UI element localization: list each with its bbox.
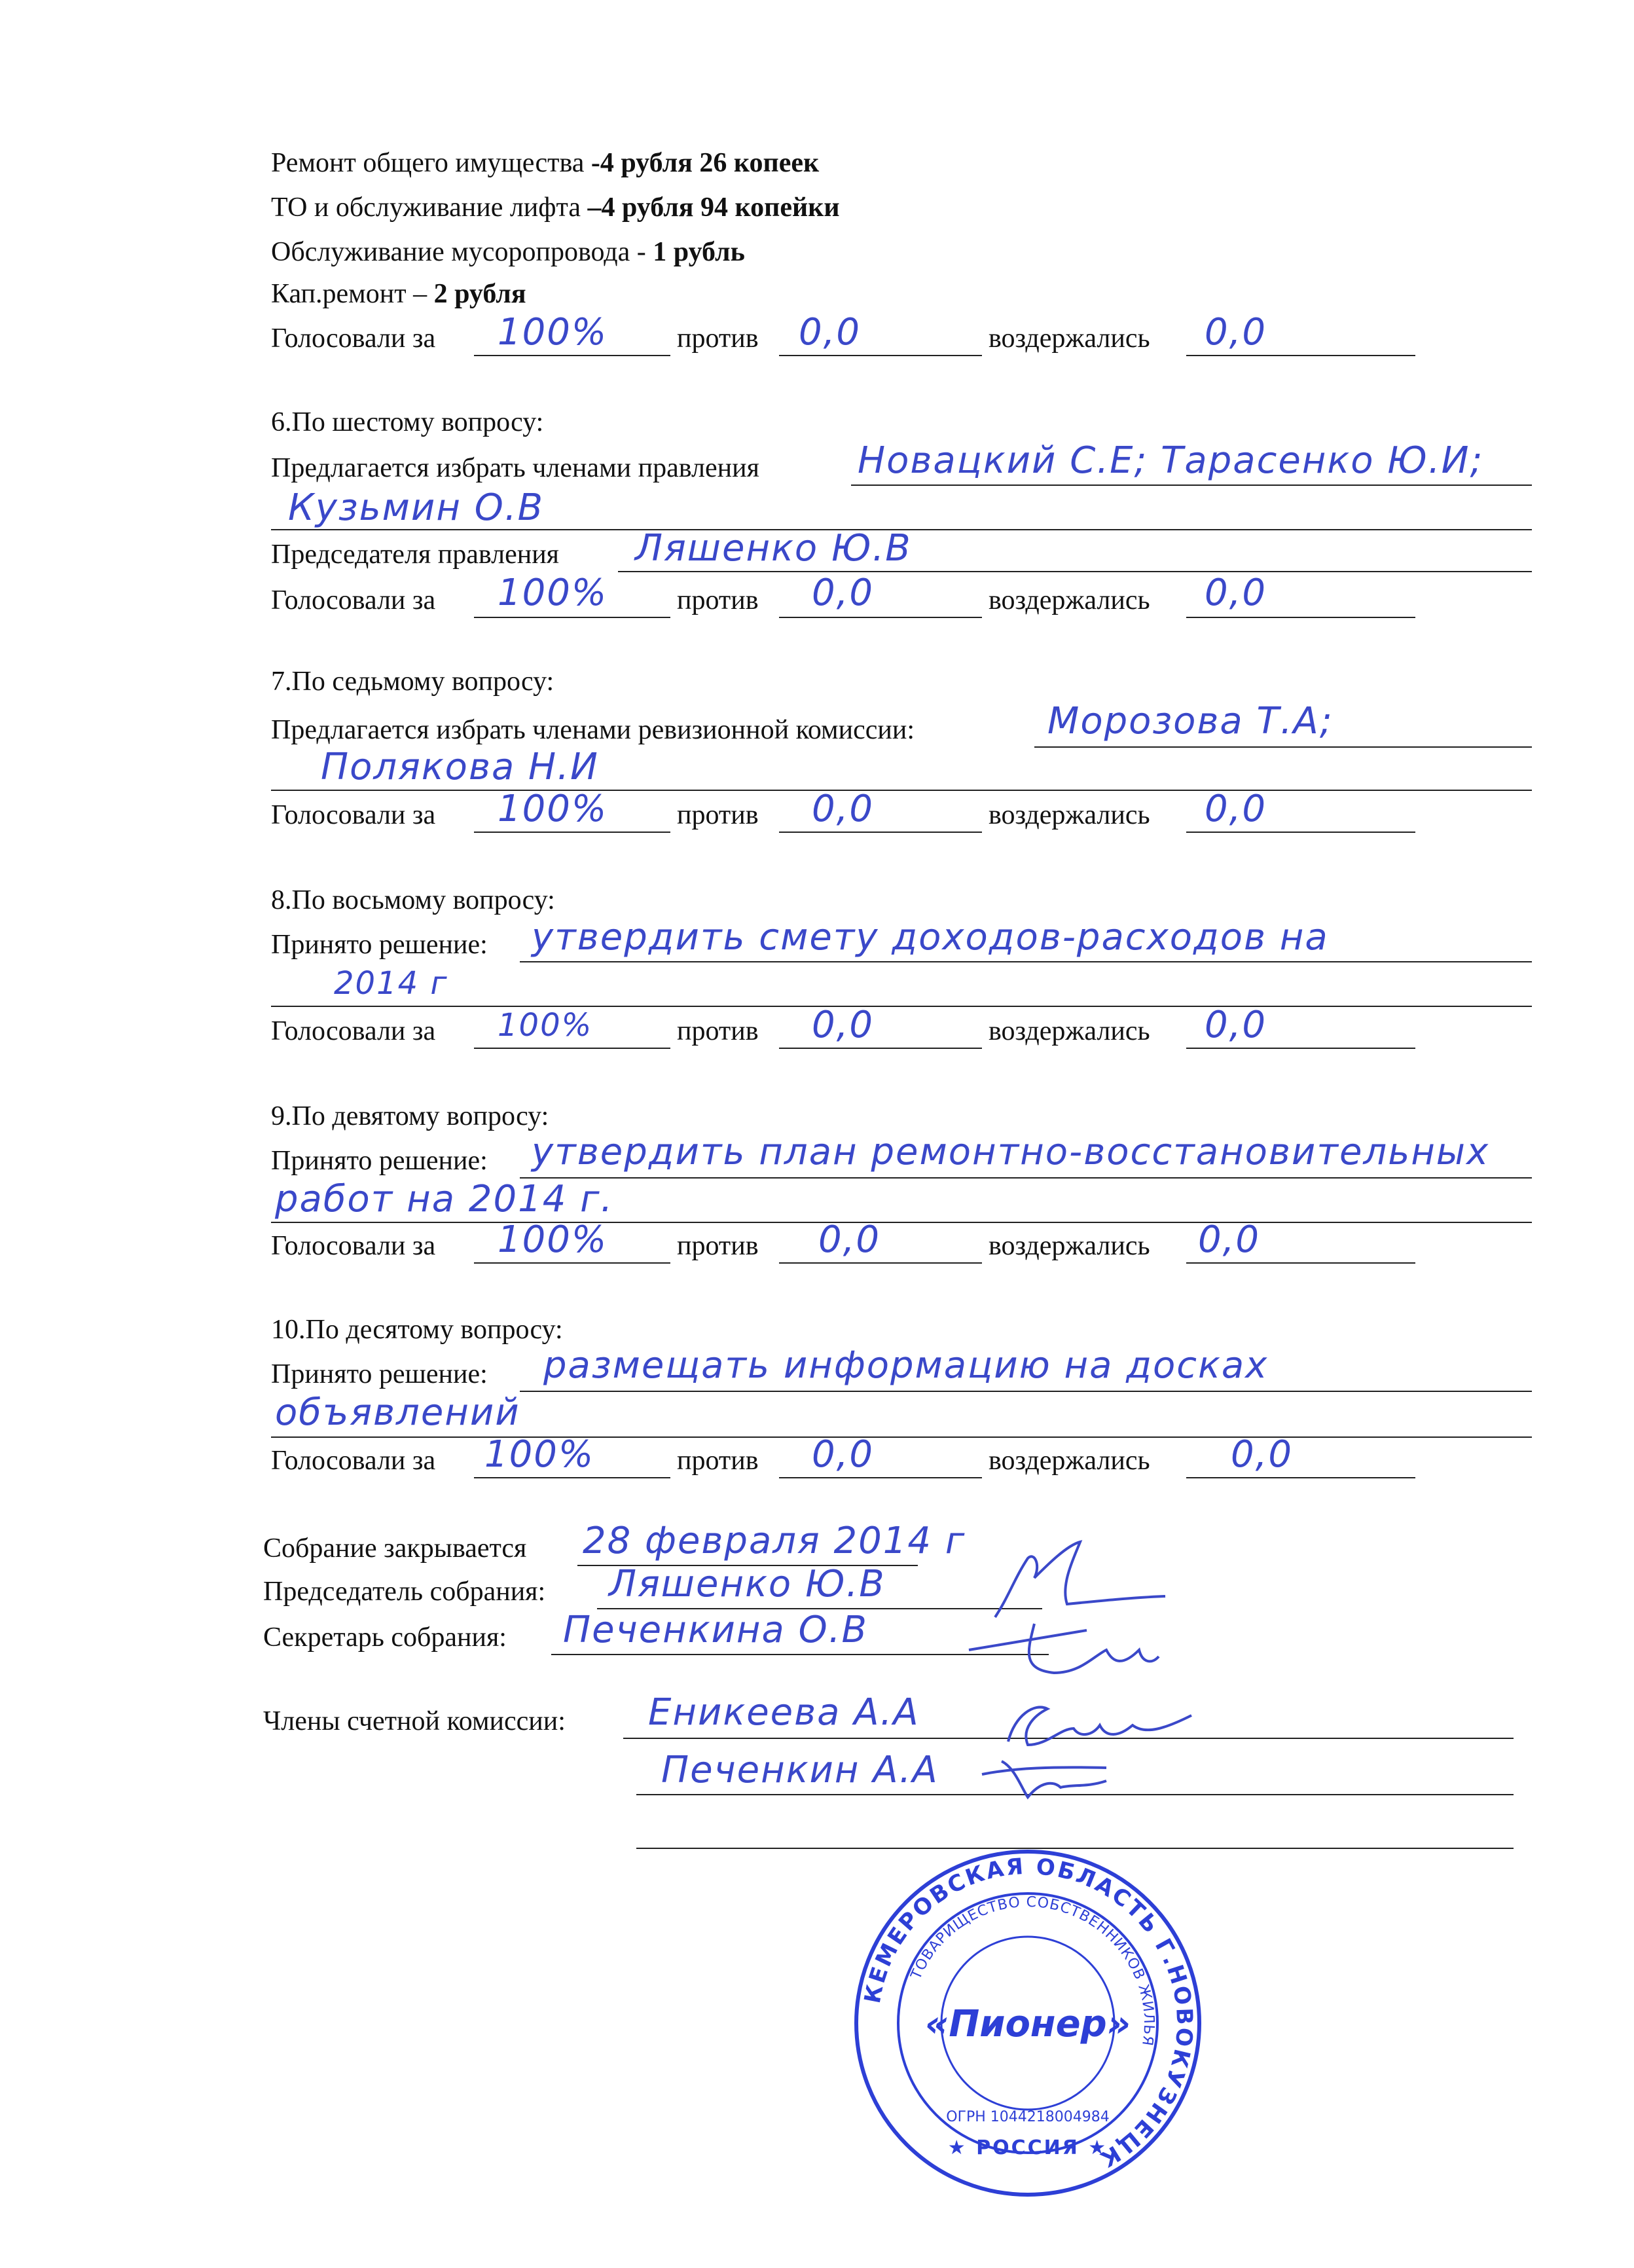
tariff-capital-repair: Кап.ремонт – 2 рубля	[271, 279, 526, 309]
vote-against-value: 0,0	[812, 1004, 875, 1046]
vote-abstained-label: воздержались	[989, 1231, 1150, 1261]
q6-members-line1: Новацкий С.Е; Тарасенко Ю.И;	[858, 439, 1484, 482]
counting-commission-label: Члены счетной комиссии:	[263, 1706, 566, 1736]
counting-member-1: Еникеева А.А	[648, 1691, 920, 1734]
meeting-chair-value: Ляшенко Ю.В	[609, 1563, 886, 1605]
q6-chair-value: Ляшенко Ю.В	[635, 527, 912, 570]
vote-against-label: против	[677, 800, 759, 830]
secretary-signature	[956, 1611, 1165, 1683]
vote-against-label: против	[677, 323, 759, 354]
tariff-elevator: ТО и обслуживание лифта –4 рубля 94 копейки	[271, 192, 840, 223]
vote-against-value: 0,0	[818, 1218, 881, 1261]
q7-heading: 7.По седьмому вопросу:	[271, 667, 554, 697]
q6-members-label: Предлагается избрать членами правления	[271, 453, 759, 483]
vote-against-label: против	[677, 1446, 759, 1476]
q8-heading: 8.По восьмому вопросу:	[271, 885, 555, 915]
vote-abstained-value: 0,0	[1205, 788, 1267, 830]
vote-against-value: 0,0	[812, 788, 875, 830]
counter-signature-2	[975, 1748, 1133, 1807]
q7-label: Предлагается избрать членами ревизионной комиссии:	[271, 715, 915, 745]
tariff-chute: Обслуживание мусоропровода - 1 рубль	[271, 237, 745, 267]
q9-line1: утвердить план ремонтно-восстановительных	[532, 1131, 1490, 1173]
q9-line2: работ на 2014 г.	[275, 1178, 614, 1220]
closing-date-value: 28 февраля 2014 г	[583, 1520, 966, 1562]
vote-for-label: Голосовали за	[271, 1446, 436, 1476]
vote-for-label: Голосовали за	[271, 585, 436, 615]
vote-for-value: 100%	[498, 1007, 593, 1044]
vote-abstained-value: 0,0	[1205, 572, 1267, 614]
vote-against-value: 0,0	[812, 1433, 875, 1476]
vote-for-value: 100%	[498, 311, 608, 354]
vote-abstained-value: 0,0	[1205, 311, 1267, 354]
vote-against-label: против	[677, 585, 759, 615]
vote-for-value: 100%	[498, 788, 608, 830]
vote-for-value: 100%	[498, 1218, 608, 1261]
vote-against-value: 0,0	[812, 572, 875, 614]
vote-abstained-label: воздержались	[989, 1446, 1150, 1476]
vote-abstained-label: воздержались	[989, 323, 1150, 354]
stamp-ogrn: ОГРН 1044218004984	[946, 2109, 1110, 2125]
vote-for-label: Голосовали за	[271, 323, 436, 354]
q10-line2: объявлений	[275, 1391, 520, 1434]
vote-abstained-label: воздержались	[989, 800, 1150, 830]
q8-line1: утвердить смету доходов-расходов на	[532, 916, 1329, 959]
meeting-chair-label: Председатель собрания:	[263, 1577, 546, 1607]
q7-line2: Полякова Н.И	[321, 746, 599, 788]
vote-abstained-value: 0,0	[1231, 1433, 1294, 1476]
meeting-secretary-value: Печенкина О.В	[563, 1609, 868, 1651]
vote-for-label: Голосовали за	[271, 800, 436, 830]
q9-heading: 9.По девятому вопросу:	[271, 1101, 549, 1131]
vote-against-value: 0,0	[799, 311, 862, 354]
q7-line1: Морозова Т.А;	[1047, 700, 1334, 742]
stamp-inner-text: ТОВАРИЩЕСТВО СОБСТВЕННИКОВ ЖИЛЬЯ	[907, 1893, 1157, 2047]
closing-date-label: Собрание закрывается	[263, 1533, 527, 1564]
vote-for-value: 100%	[498, 572, 608, 614]
vote-for-value: 100%	[484, 1433, 595, 1476]
tariff-repair: Ремонт общего имущества -4 рубля 26 копеек	[271, 148, 820, 178]
q6-chair-label: Председателя правления	[271, 540, 559, 570]
vote-for-label: Голосовали за	[271, 1016, 436, 1046]
vote-against-label: против	[677, 1016, 759, 1046]
q6-members-line2: Кузьмин О.В	[288, 486, 545, 529]
q9-label: Принято решение:	[271, 1146, 488, 1176]
meeting-secretary-label: Секретарь собрания:	[263, 1622, 507, 1653]
q10-heading: 10.По десятому вопросу:	[271, 1315, 563, 1345]
q10-line1: размещать информацию на досках	[543, 1344, 1269, 1387]
vote-abstained-value: 0,0	[1205, 1004, 1267, 1046]
q8-label: Принято решение:	[271, 930, 488, 960]
q10-label: Принято решение:	[271, 1359, 488, 1389]
q6-heading: 6.По шестому вопросу:	[271, 407, 544, 437]
counting-member-2: Печенкин А.А	[661, 1749, 939, 1791]
stamp-name: «Пионер»	[924, 2003, 1131, 2045]
stamp-country: ★ РОССИЯ ★	[947, 2136, 1108, 2159]
organization-stamp	[851, 1846, 1205, 2200]
vote-against-label: против	[677, 1231, 759, 1261]
vote-for-label: Голосовали за	[271, 1231, 436, 1261]
vote-abstained-label: воздержались	[989, 585, 1150, 615]
vote-abstained-label: воздержались	[989, 1016, 1150, 1046]
stamp-region-text: КЕМЕРОВСКАЯ ОБЛАСТЬ Г.НОВОКУЗНЕЦК	[859, 1853, 1198, 2173]
vote-abstained-value: 0,0	[1198, 1218, 1261, 1261]
q8-line2: 2014 г	[334, 965, 448, 1002]
